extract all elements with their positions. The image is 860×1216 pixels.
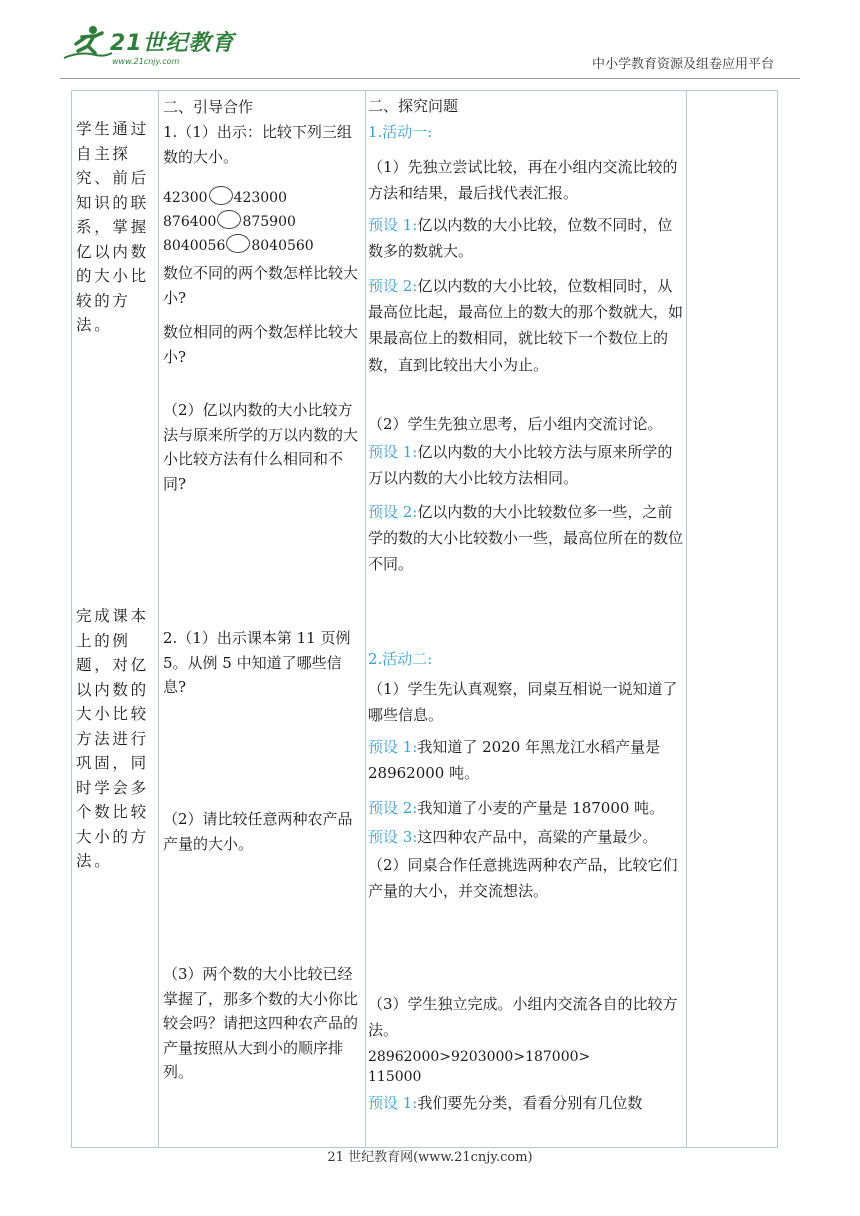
logo: [60, 24, 235, 76]
question-2: （2）亿以内数的大小比较方法与原来所学的万以内数的大小比较方法有什么相同和不同?: [163, 401, 359, 493]
preset-item: 预设 1:亿以内数的大小比较方法与原来所学的万以内数的大小比较方法相同。: [368, 443, 673, 488]
compare-row-2: 876400 875900: [163, 210, 363, 235]
question-5: （3）两个数的大小比较已经掌握了，那多个数的大小你比较会吗？请把这四种农产品的产量按照从大到小的顺序排列。: [163, 965, 359, 1081]
preset-item: 预设 2:亿以内数的大小比较数位多一些，之前学的数的大小比较数小一些，最高位所在的数位不同。: [368, 503, 684, 574]
notes-column: [687, 91, 778, 1148]
activity-2-step-1: （1）学生先认真观察，同桌互相说一说知道了哪些信息。: [368, 680, 678, 725]
section-title: 二、引导合作: [163, 98, 254, 116]
page-header: [0, 0, 860, 90]
platform-title: 中小学教育资源及组卷应用平台: [591, 57, 774, 72]
activity-2-step-3: （3）学生独立完成。小组内交流各自的比较方法。: [368, 995, 678, 1040]
student-column: [366, 91, 687, 1148]
question-1b: 数位相同的两个数怎样比较大小?: [163, 323, 359, 366]
table-row: [72, 91, 778, 1148]
activity-1-step-1: （1）先独立尝试比较，再在小组内交流比较的方法和结果，最后找代表汇报。: [368, 158, 678, 203]
question-3: 2.（1）出示课本第 11 页例 5。从例 5 中知道了哪些信息?: [163, 629, 351, 696]
page-footer: 21 世纪教育网(www.21cnjy.com): [327, 1150, 533, 1165]
goal-column: [72, 91, 159, 1148]
activity-1-title: 1.活动一:: [368, 123, 433, 141]
preset-item: 预设 1:亿以内数的大小比较，位数不同时，位数多的数就大。: [368, 216, 673, 261]
activity-2-title: 2.活动二:: [368, 650, 433, 668]
compare-row-3: 8040056 8040560: [163, 234, 363, 259]
preset-item: 预设 2:我知道了小麦的产量是 187000 吨。: [368, 799, 665, 817]
logo-url: www.21cnjy.com: [112, 57, 180, 66]
order-result-line-2: 115000: [368, 1069, 422, 1085]
blank-circle-icon: [217, 210, 241, 229]
activity-2-step-2: （2）同桌合作任意挑选两种农产品，比较它们产量的大小，并交流想法。: [368, 856, 678, 901]
preset-item: 预设 1:我们要先分类，看看分别有几位数: [368, 1094, 643, 1112]
question-4: （2）请比较任意两种农产品产量的大小。: [163, 810, 353, 853]
order-result-line-1: 28962000>9203000>187000>: [368, 1049, 591, 1065]
lesson-plan-table: [71, 90, 778, 1148]
preset-item: 预设 3:这四种农产品中，高粱的产量最少。: [368, 828, 658, 846]
question-1a: 数位不同的两个数怎样比较大小?: [163, 264, 359, 307]
runner-logo-icon: [60, 24, 114, 70]
header-divider: [60, 78, 800, 79]
blank-circle-icon: [226, 234, 250, 253]
preset-item: 预设 1:我知道了 2020 年黑龙江水稻产量是 28962000 吨。: [368, 738, 661, 783]
logo-name: 21世纪教育: [110, 31, 235, 56]
blank-circle-icon: [209, 186, 233, 205]
activity-1-step-2: （2）学生先独立思考，后小组内交流讨论。: [368, 415, 663, 433]
section-title: 二、探究问题: [368, 97, 459, 115]
goal-text-1: 学生通过自主探究、前后知识的联系，掌握亿以内数的大小比较的方法。: [76, 120, 149, 334]
goal-text-2: 完成课本上的例题，对亿以内数的大小比较方法进行巩固，同时学会多个数比较大小的方法。: [76, 607, 149, 870]
teacher-column: [159, 91, 366, 1148]
preset-item: 预设 2:亿以内数的大小比较，位数相同时，从最高位比起，最高位上的数大的那个数就大，如果最高位上的数相同，就比较下一个数位上的数，直到比较出大小为止。: [368, 277, 684, 374]
compare-row-1: 42300 423000: [163, 186, 363, 211]
question-1: 1.（1）出示：比较下列三组数的大小。: [163, 123, 352, 166]
